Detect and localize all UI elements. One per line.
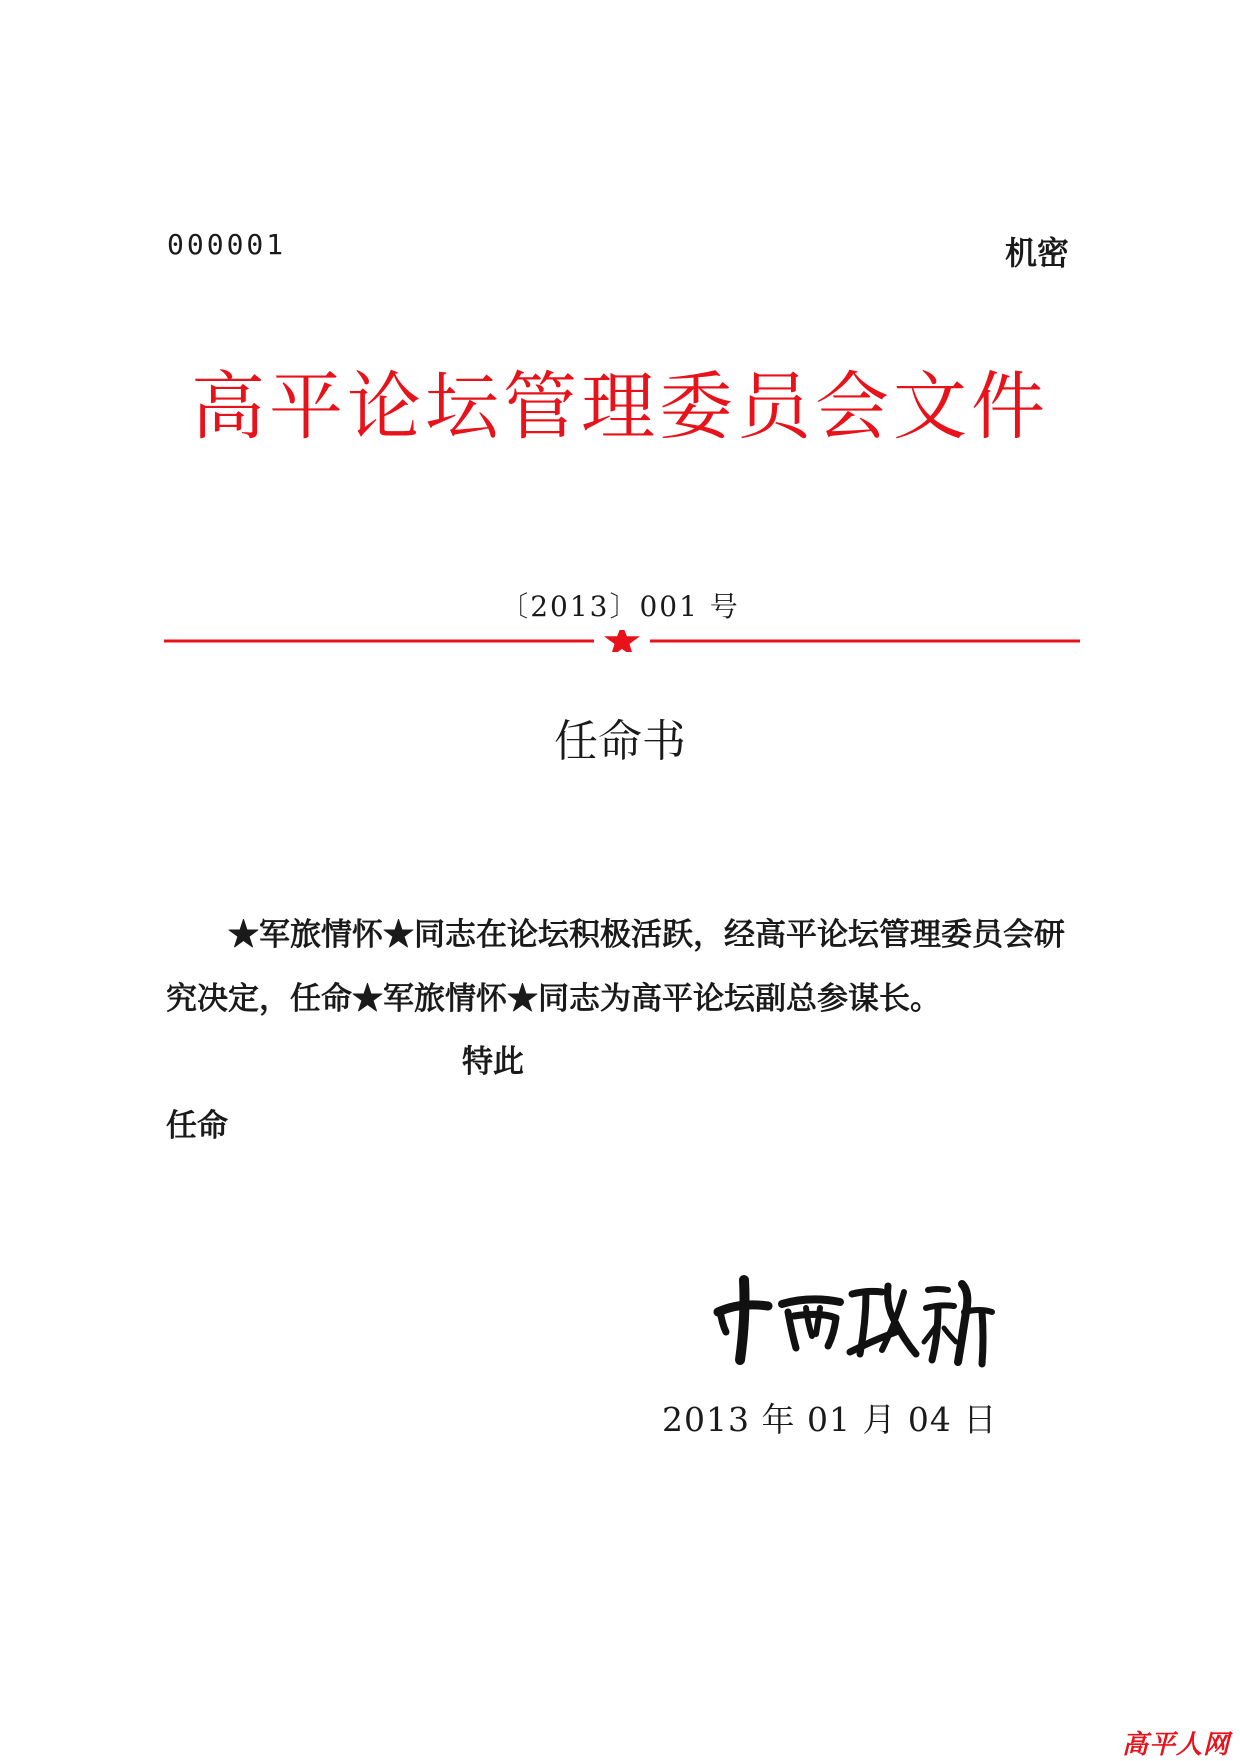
red-divider-with-star — [164, 630, 1080, 652]
calligraphy-signature — [700, 1262, 1000, 1372]
document-subtitle: 任命书 — [554, 716, 686, 767]
serial-number: 000001 — [167, 228, 287, 261]
document-number: 〔2013〕001 号 — [500, 590, 740, 623]
issuer-title: 高平论坛管理委员会文件 — [191, 364, 1049, 450]
classification-label: 机密 — [1005, 234, 1070, 272]
site-watermark: 高平人网 — [1122, 1730, 1231, 1760]
star-icon — [604, 630, 640, 652]
closing-phrase: 特此 — [462, 1044, 524, 1080]
closing-appointment: 任命 — [166, 1108, 228, 1144]
issue-date: 2013 年 01 月 04 日 — [662, 1400, 998, 1439]
body-paragraph: ★军旅情怀★同志在论坛积极活跃，经高平论坛管理委员会研究决定，任命★军旅情怀★同志为高平论坛副总参谋长。 — [166, 917, 1065, 1017]
